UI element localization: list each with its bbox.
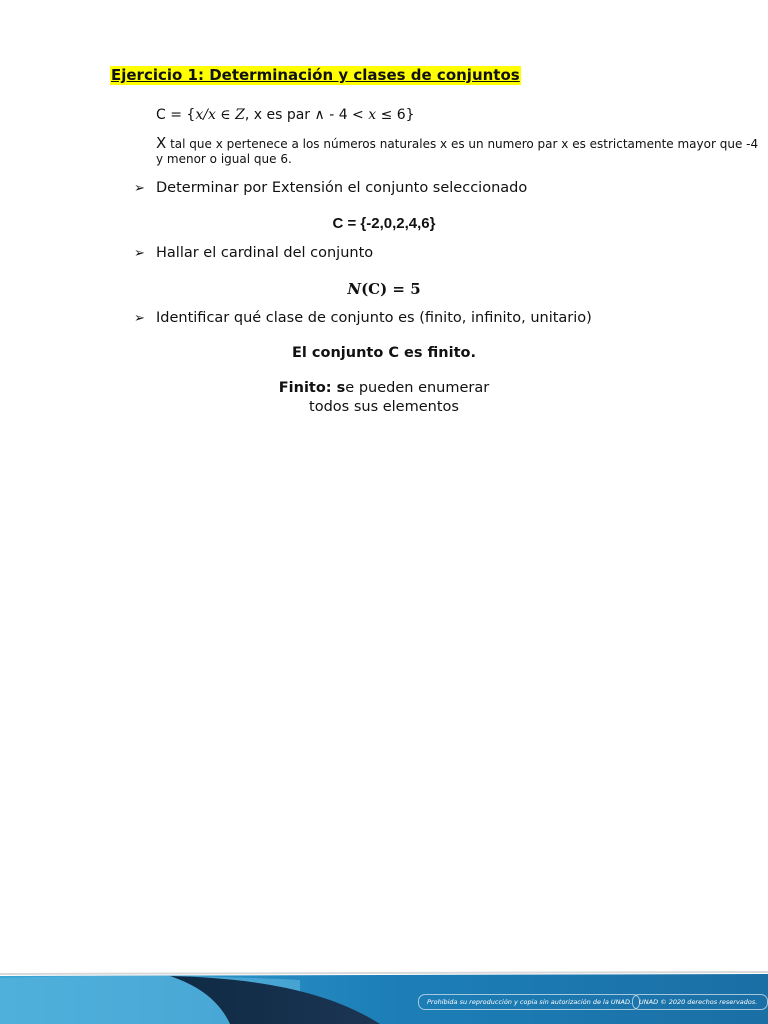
- set-definition-x: x: [368, 107, 377, 123]
- cardinal-rest: (C) = 5: [361, 280, 421, 298]
- finite-definition-line2: todos sus elementos: [309, 399, 459, 415]
- set-definition-prefix: C = {: [156, 107, 196, 123]
- bullet-label: Hallar el cardinal del conjunto: [156, 245, 374, 261]
- bullet-label: Determinar por Extensión el conjunto seleccionado: [156, 180, 528, 196]
- cardinal-answer: [0, 280, 768, 298]
- description-initial: X: [156, 134, 167, 152]
- finite-definition-line1: [0, 379, 768, 398]
- bullet-label: Identificar qué clase de conjunto es (finito, infinito, unitario): [156, 310, 592, 326]
- set-definition-middle: , x es par ∧ - 4 <: [244, 107, 369, 123]
- set-description: [156, 136, 766, 167]
- arrow-bullet-icon: ➢: [134, 246, 145, 261]
- set-definition-suffix: ≤ 6}: [376, 107, 415, 123]
- footer-rights-notice: UNAD © 2020 derechos reservados.: [632, 994, 768, 1010]
- bullet-item: [134, 180, 527, 196]
- set-definition-math: x/x ∈ Z: [195, 107, 245, 123]
- description-text: tal que x pertenece a los números naturales x es un numero par x es estrictamente mayor que -4 y menor o igual que 6.: [156, 137, 759, 166]
- footer-copyright-notice: Prohibida su reproducción y copia sin autorización de la UNAD.: [418, 994, 640, 1010]
- exercise-title: Ejercicio 1: Determinación y clases de conjuntos: [111, 66, 520, 84]
- finite-definition: [0, 379, 768, 417]
- bullet-item: [134, 245, 373, 261]
- class-answer: El conjunto C es finito.: [291, 345, 476, 361]
- arrow-bullet-icon: ➢: [134, 311, 145, 326]
- set-definition: [156, 107, 415, 123]
- finite-definition-bold: Finito: s: [278, 380, 346, 396]
- arrow-bullet-icon: ➢: [134, 181, 145, 196]
- finite-definition-rest: e pueden enumerar: [345, 380, 490, 396]
- extension-answer: C = {-2,0,2,4,6}: [332, 215, 436, 232]
- cardinal-function: N: [347, 280, 362, 298]
- bullet-item: [134, 310, 592, 326]
